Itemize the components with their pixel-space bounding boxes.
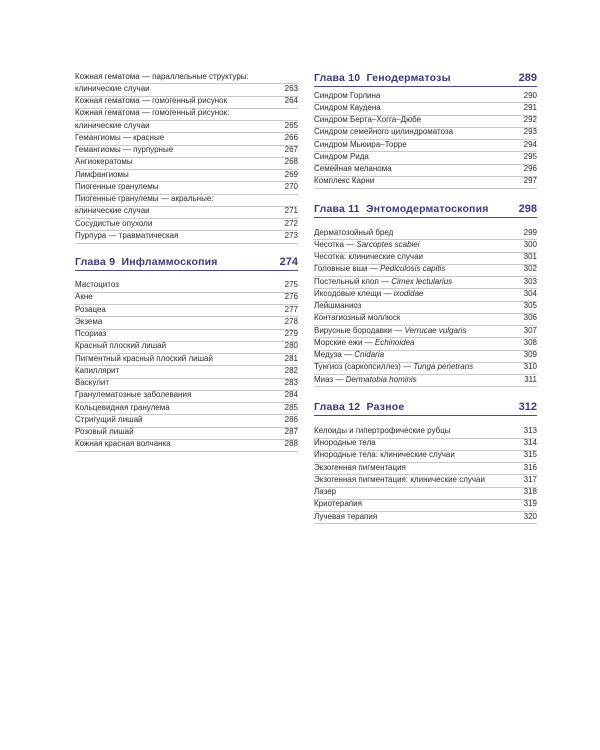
entry-title: Дерматозойный бред [314,227,394,237]
entry-page: 319 [523,499,537,509]
entry-page: 290 [523,90,537,100]
toc-entry [314,177,537,189]
entry-title: Лейшманиоз [314,301,362,310]
entry-title: Гемангиомы — красные [75,132,165,142]
entry-title: Чесотка — Sarcoptes scabiei [314,239,420,249]
entry-page: 276 [284,292,298,302]
entry-title: Головные вши — Pediculosis capitis [314,264,446,274]
entry-title: Псориаз [75,329,107,338]
entry-title: Лучевая терапия [314,511,378,521]
entry-title: Миаз — Dermatobia hominis [314,374,417,384]
entry-page: 288 [284,439,298,449]
entry-page: 285 [284,402,298,412]
toc-entry [75,305,298,317]
entry-list-ch12 [314,426,537,524]
entry-title: Кольцевидная гранулема [75,402,170,412]
entry-page: 300 [523,239,537,249]
entry-title: Комплекс Карни [314,176,375,186]
entry-page: 304 [523,288,537,298]
toc-right-column [314,72,537,524]
entry-page: 291 [523,102,537,112]
entry-title: Контагиозный моллюск [314,313,401,323]
entry-page: 316 [523,462,537,472]
entry-title: Синдром Каудена [314,102,381,112]
entry-title: Вирусные бородавки — Verrucae vulgaris [314,325,467,335]
entry-title: клинические случаи [75,206,150,216]
entry-page: 315 [523,450,537,460]
entry-page: 271 [284,206,298,216]
toc-entry [75,440,298,452]
entry-page: 307 [523,325,537,335]
entry-page: 309 [523,350,537,359]
entry-page: 320 [523,511,537,521]
entry-title: Кожная гематома — гомогенный рисунок: [75,108,230,118]
entry-title: Пигментный красный плоский лишай [75,353,213,363]
entry-page: 265 [284,120,298,130]
chapter-page: 298 [518,203,537,215]
entry-page: 286 [284,414,298,424]
entry-page: 295 [523,151,537,161]
toc-left-column [75,72,298,452]
entry-latin-name: Cnidaria [354,350,385,359]
entry-page: 310 [523,362,537,372]
toc-entry [314,475,537,487]
entry-title: Синдром Горлина [314,90,381,100]
entry-title: Кожная гематома — гомогенный рисунок [75,96,228,105]
entry-page: 282 [284,365,298,375]
entry-title: Келоиды и гипертрофические рубцы [314,425,451,435]
entry-page: 284 [284,390,298,400]
toc-entry [314,375,537,387]
entry-page: 269 [284,169,298,179]
entry-page: 317 [523,474,537,484]
entry-title: Синдром Мьюира–Торре [314,139,407,149]
toc-entry [75,293,298,305]
chapter-page: 312 [518,401,537,414]
entry-title: Синдром Берта–Хогга–Дюбе [314,115,422,124]
chapter-heading-9 [75,256,298,271]
entry-title: Капиллярит [75,365,120,375]
entry-page: 297 [523,176,537,186]
entry-title: Инородные тела: клинические случаи [314,450,455,460]
entry-title: Лимфангиомы [75,169,129,179]
entry-title: Розовый лишай [75,427,134,436]
entry-title: Иксодовые клещи — ixodidae [314,288,424,298]
entry-page: 301 [523,252,537,261]
entry-page: 287 [284,427,298,436]
entry-latin-name: Sarcoptes scabiei [356,239,420,249]
entry-title: Розацеа [75,304,106,314]
entry-title: Пурпура — травматическая [75,230,179,240]
entry-title: Кожная гематома — параллельные структуры: [75,71,249,81]
entry-title: Криотерапия [314,499,362,509]
entry-page: 308 [523,337,537,347]
entry-page: 266 [284,132,298,142]
entry-title: Кожная красная волчанка [75,439,171,449]
entry-title: Экзема [75,316,103,326]
chapter-title: Генодерматозы [366,72,451,84]
chapter-label: Глава 10 [314,72,361,84]
entry-latin-name: ixodidae [393,288,424,298]
entry-page: 292 [523,115,537,124]
chapter-page: 289 [518,72,537,84]
entry-latin-name: Verrucae vulgaris [404,325,467,335]
entry-title: клинические случаи [75,120,150,130]
entry-page: 311 [524,374,537,384]
entry-latin-name: Cimex lectularius [391,276,453,286]
entry-page: 305 [523,301,537,310]
chapter-title: Энтомодерматоскопия [365,203,489,215]
entry-list-ch9 [75,281,298,453]
entry-title: Акне [75,292,93,302]
entry-title: Стригущий лишай [75,414,143,424]
entry-page: 306 [523,313,537,323]
entry-title: Тунгиоз (саркопсиллез) — Tunga penetrans [314,362,474,372]
toc-entry [75,317,298,329]
entry-title: Сосудистые опухоли [75,218,153,228]
entry-title: Мастоцитоз [75,280,119,289]
entry-list-ch10 [314,91,537,189]
toc-entry [75,231,298,243]
toc-entry [314,512,537,524]
entry-page: 273 [284,230,298,240]
entry-list-top [75,72,298,244]
entry-page: 281 [284,353,298,363]
entry-page: 267 [284,145,298,154]
entry-title: Чесотка: клинические случаи [314,252,424,261]
entry-title: Красный плоский лишай [75,341,167,351]
chapter-title: Разное [366,401,405,414]
entry-page: 270 [284,181,298,191]
entry-page: 264 [284,96,298,105]
entry-title: Медуза — Cnidaria [314,350,385,359]
entry-title: Гранулематозные заболевания [75,390,192,400]
entry-latin-name: Tunga penetrans [413,362,474,372]
entry-page: 263 [284,83,298,93]
entry-title: Пиогенные гранулемы [75,181,159,191]
entry-title: Васкулит [75,378,109,387]
entry-page: 279 [284,329,298,338]
entry-title: Экзогенная пигментация [314,462,406,472]
chapter-label: Глава 11 [314,203,360,215]
entry-page: 280 [284,341,298,351]
entry-title: Экзогенная пигментация: клинические случаи [314,474,485,484]
entry-title: Морские ежи — Echinoidea [314,337,415,347]
entry-title: Ангиокератомы [75,157,133,167]
chapter-label: Глава 12 [314,401,361,414]
entry-page: 293 [523,127,537,137]
entry-page: 313 [523,425,537,435]
chapter-title: Инфламмоскопия [121,255,218,268]
entry-latin-name: Dermatobia hominis [345,374,417,384]
entry-page: 303 [523,276,537,286]
entry-title: Синдром Рида [314,151,369,161]
entry-title: Лазер [314,487,337,496]
entry-page: 296 [523,164,537,173]
entry-page: 302 [523,264,537,274]
chapter-heading-10 [314,72,537,87]
entry-latin-name: Echinoidea [374,337,415,347]
entry-title: Синдром семейного цилиндроматоза [314,127,454,137]
entry-page: 272 [284,218,298,228]
entry-title: Семейная меланома [314,164,392,173]
entry-page: 278 [284,316,298,326]
entry-title: Инородные тела [314,438,376,447]
chapter-heading-12 [314,401,537,416]
entry-latin-name: Pediculosis capitis [379,264,446,274]
entry-page: 275 [284,280,298,289]
chapter-page: 274 [279,255,298,268]
entry-page: 277 [284,304,298,314]
entry-page: 314 [523,438,537,447]
entry-page: 294 [523,139,537,149]
entry-title: Гемангиомы — пурпурные [75,145,174,154]
toc-entry [75,281,298,293]
entry-page: 268 [284,157,298,167]
entry-page: 318 [523,487,537,496]
entry-page: 283 [284,378,298,387]
entry-page: 299 [523,227,537,237]
entry-title: Постельный клоп — Cimex lectularius [314,276,453,286]
entry-list-ch11 [314,228,537,387]
entry-title: Пиогенные гранулемы — акральные: [75,194,214,203]
chapter-heading-11 [314,203,537,218]
chapter-label: Глава 9 [75,255,116,268]
entry-title: клинические случаи [75,83,150,93]
